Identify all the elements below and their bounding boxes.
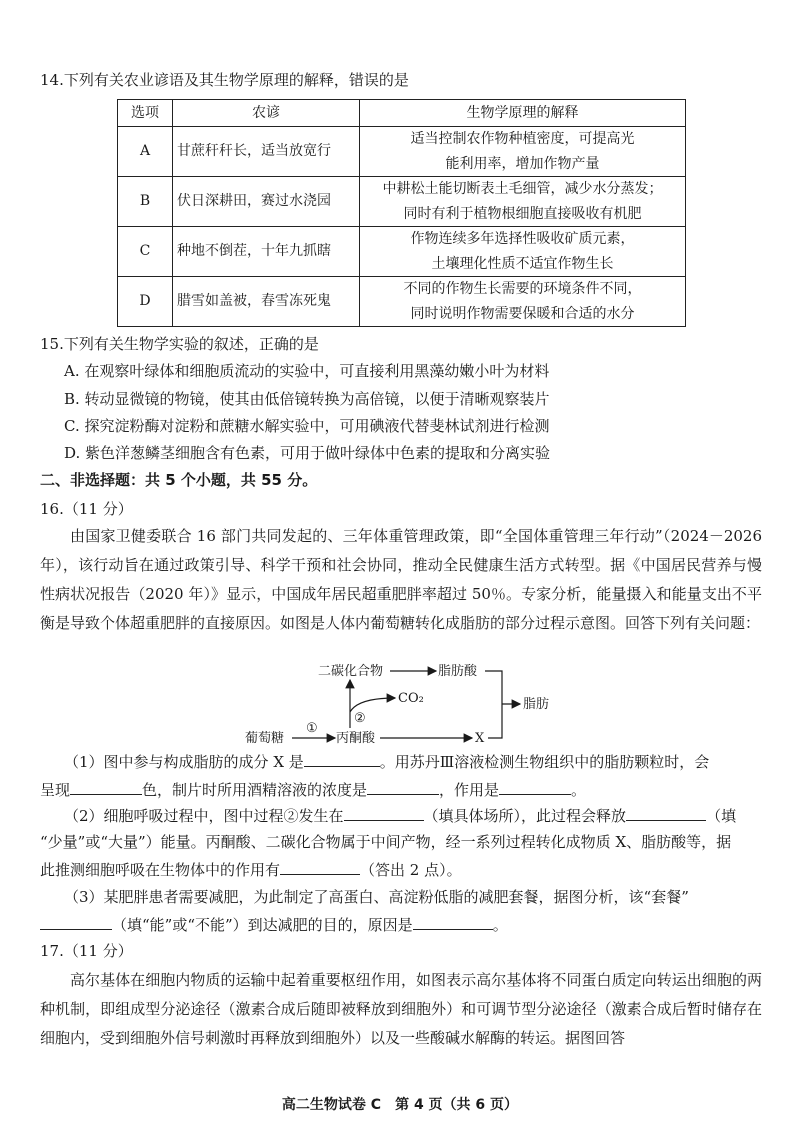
q14-option: D bbox=[118, 277, 173, 327]
q14-explanation: 作物连续多年选择性吸收矿质元素， 土壤理化性质不适宜作物生长 bbox=[360, 227, 686, 277]
glucose-label: 葡萄糖 bbox=[245, 731, 285, 746]
q16-part2-line3: 此推测细胞呼吸在生物体中的作用有 （答出 2 点）。 bbox=[40, 861, 462, 879]
fatty-acid-label: 脂肪酸 bbox=[438, 664, 478, 679]
bracket-line bbox=[485, 671, 502, 738]
q14-option: A bbox=[118, 127, 173, 177]
q15-option-b: B. 转动显微镜的物镜，使其由低倍镜转换为高倍镜，以便于清晰观察装片 bbox=[64, 390, 550, 408]
q14-proverb: 伏日深耕田，赛过水浇园 bbox=[173, 177, 360, 227]
q14-proverb: 腊雪如盖被，春雪冻死鬼 bbox=[173, 277, 360, 327]
section-heading: 二、非选择题：共 5 个小题，共 55 分。 bbox=[40, 471, 318, 489]
q16-part1-line1: （1）图中参与构成脂肪的成分 X 是 。用苏丹Ⅲ溶液检测生物组织中的脂肪颗粒时，会 bbox=[64, 753, 710, 771]
q14-header-explanation: 生物学原理的解释 bbox=[360, 100, 686, 127]
step2-label: ② bbox=[354, 711, 366, 726]
q14-explanation: 不同的作物生长需要的环境条件不同， 同时说明作物需要保暖和合适的水分 bbox=[360, 277, 686, 327]
q16-number: 16.（11 分） bbox=[40, 500, 133, 518]
q14-explanation: 中耕松土能切断表土毛细管，减少水分蒸发； 同时有利于植物根细胞直接吸收有机肥 bbox=[360, 177, 686, 227]
q14-option: C bbox=[118, 227, 173, 277]
q15-option-a: A. 在观察叶绿体和细胞质流动的实验中，可直接利用黑藻幼嫩小叶为材料 bbox=[64, 362, 550, 380]
glucose-to-fat-diagram bbox=[240, 660, 600, 750]
table-row bbox=[118, 177, 686, 227]
q14-header-option: 选项 bbox=[118, 100, 173, 127]
two-carbon-label: 二碳化合物 bbox=[318, 664, 384, 679]
q16-part2-line2: “少量”或“大量”）能量。丙酮酸、二碳化合物属于中间产物，经一系列过程转化成物质 X、脂肪酸等，据 bbox=[40, 833, 732, 851]
page-footer: 高二生物试卷 C 第 4 页（共 6 页） bbox=[281, 1097, 519, 1113]
co2-label: CO₂ bbox=[398, 691, 424, 706]
x-label: X bbox=[475, 731, 485, 746]
q15-option-c: C. 探究淀粉酶对淀粉和蔗糖水解实验中，可用碘液代替斐林试剂进行检测 bbox=[64, 417, 550, 435]
q16-part3-line2: （填“能”或“不能”）到达减肥的目的，原因是 。 bbox=[40, 915, 508, 936]
q17-number: 17.（11 分） bbox=[40, 942, 133, 960]
arrow-co2 bbox=[350, 698, 395, 712]
q16-part1-line2: 呈现 色，制片时所用酒精溶液的浓度是 ，作用是 。 bbox=[40, 781, 587, 799]
pyruvate-label: 丙酮酸 bbox=[336, 731, 376, 746]
fat-label: 脂肪 bbox=[523, 697, 550, 712]
q14-option: B bbox=[118, 177, 173, 227]
q14-stem: 14.下列有关农业谚语及其生物学原理的解释，错误的是 bbox=[40, 71, 409, 89]
q16-part3-line1: （3）某肥胖患者需要减肥，为此制定了高蛋白、高淀粉低脂的减肥套餐，据图分析，该“套餐” bbox=[64, 888, 689, 906]
table-row bbox=[118, 277, 686, 327]
q14-header-proverb: 农谚 bbox=[173, 100, 360, 127]
q16-part2-line1: （2）细胞呼吸过程中，图中过程②发生在 （填具体场所），此过程会释放 （填 bbox=[64, 807, 737, 825]
q14-proverb: 种地不倒茬，十年九抓瞎 bbox=[173, 227, 360, 277]
table-row bbox=[118, 127, 686, 177]
q16-intro: 由国家卫健委联合 16 部门共同发起的、三年体重管理政策，即“全国体重管理三年行动”（2024－2026 年），该行动旨在通过政策引导、科学干预和社会协同，推动全民健康生活方式转型。据《中国居民营养与慢性病状况报告（2020 年）》显示，中国成年居民超重肥胖率超过 50％。专家分析，能量摄入和能量支出不平衡是导致个体超重肥胖的直接原因。如图是人体内葡萄糖转化成脂肪的部分过程示意图。回答下列有关问题： bbox=[40, 527, 762, 632]
q14-table bbox=[117, 99, 686, 327]
q14-header-row bbox=[118, 100, 686, 127]
step1-label: ① bbox=[306, 721, 318, 736]
q15-stem: 15.下列有关生物学实验的叙述，正确的是 bbox=[40, 335, 319, 353]
q17-intro: 高尔基体在细胞内物质的运输中起着重要枢纽作用，如图表示高尔基体将不同蛋白质定向转运出细胞的两种机制，即组成型分泌途径（激素合成后随即被释放到细胞外）和可调节型分泌途径（激素合成后暂时储存在细胞内，受到细胞外信号刺激时再释放到细胞外）以及一些酸碱水解酶的转运。据图回答 bbox=[40, 971, 762, 1047]
q15-option-d: D. 紫色洋葱鳞茎细胞含有色素，可用于做叶绿体中色素的提取和分离实验 bbox=[64, 444, 551, 462]
table-row bbox=[118, 227, 686, 277]
q14-proverb: 甘蔗秆秆长，适当放宽行 bbox=[173, 127, 360, 177]
q14-explanation: 适当控制农作物种植密度，可提高光 能利用率，增加作物产量 bbox=[360, 127, 686, 177]
